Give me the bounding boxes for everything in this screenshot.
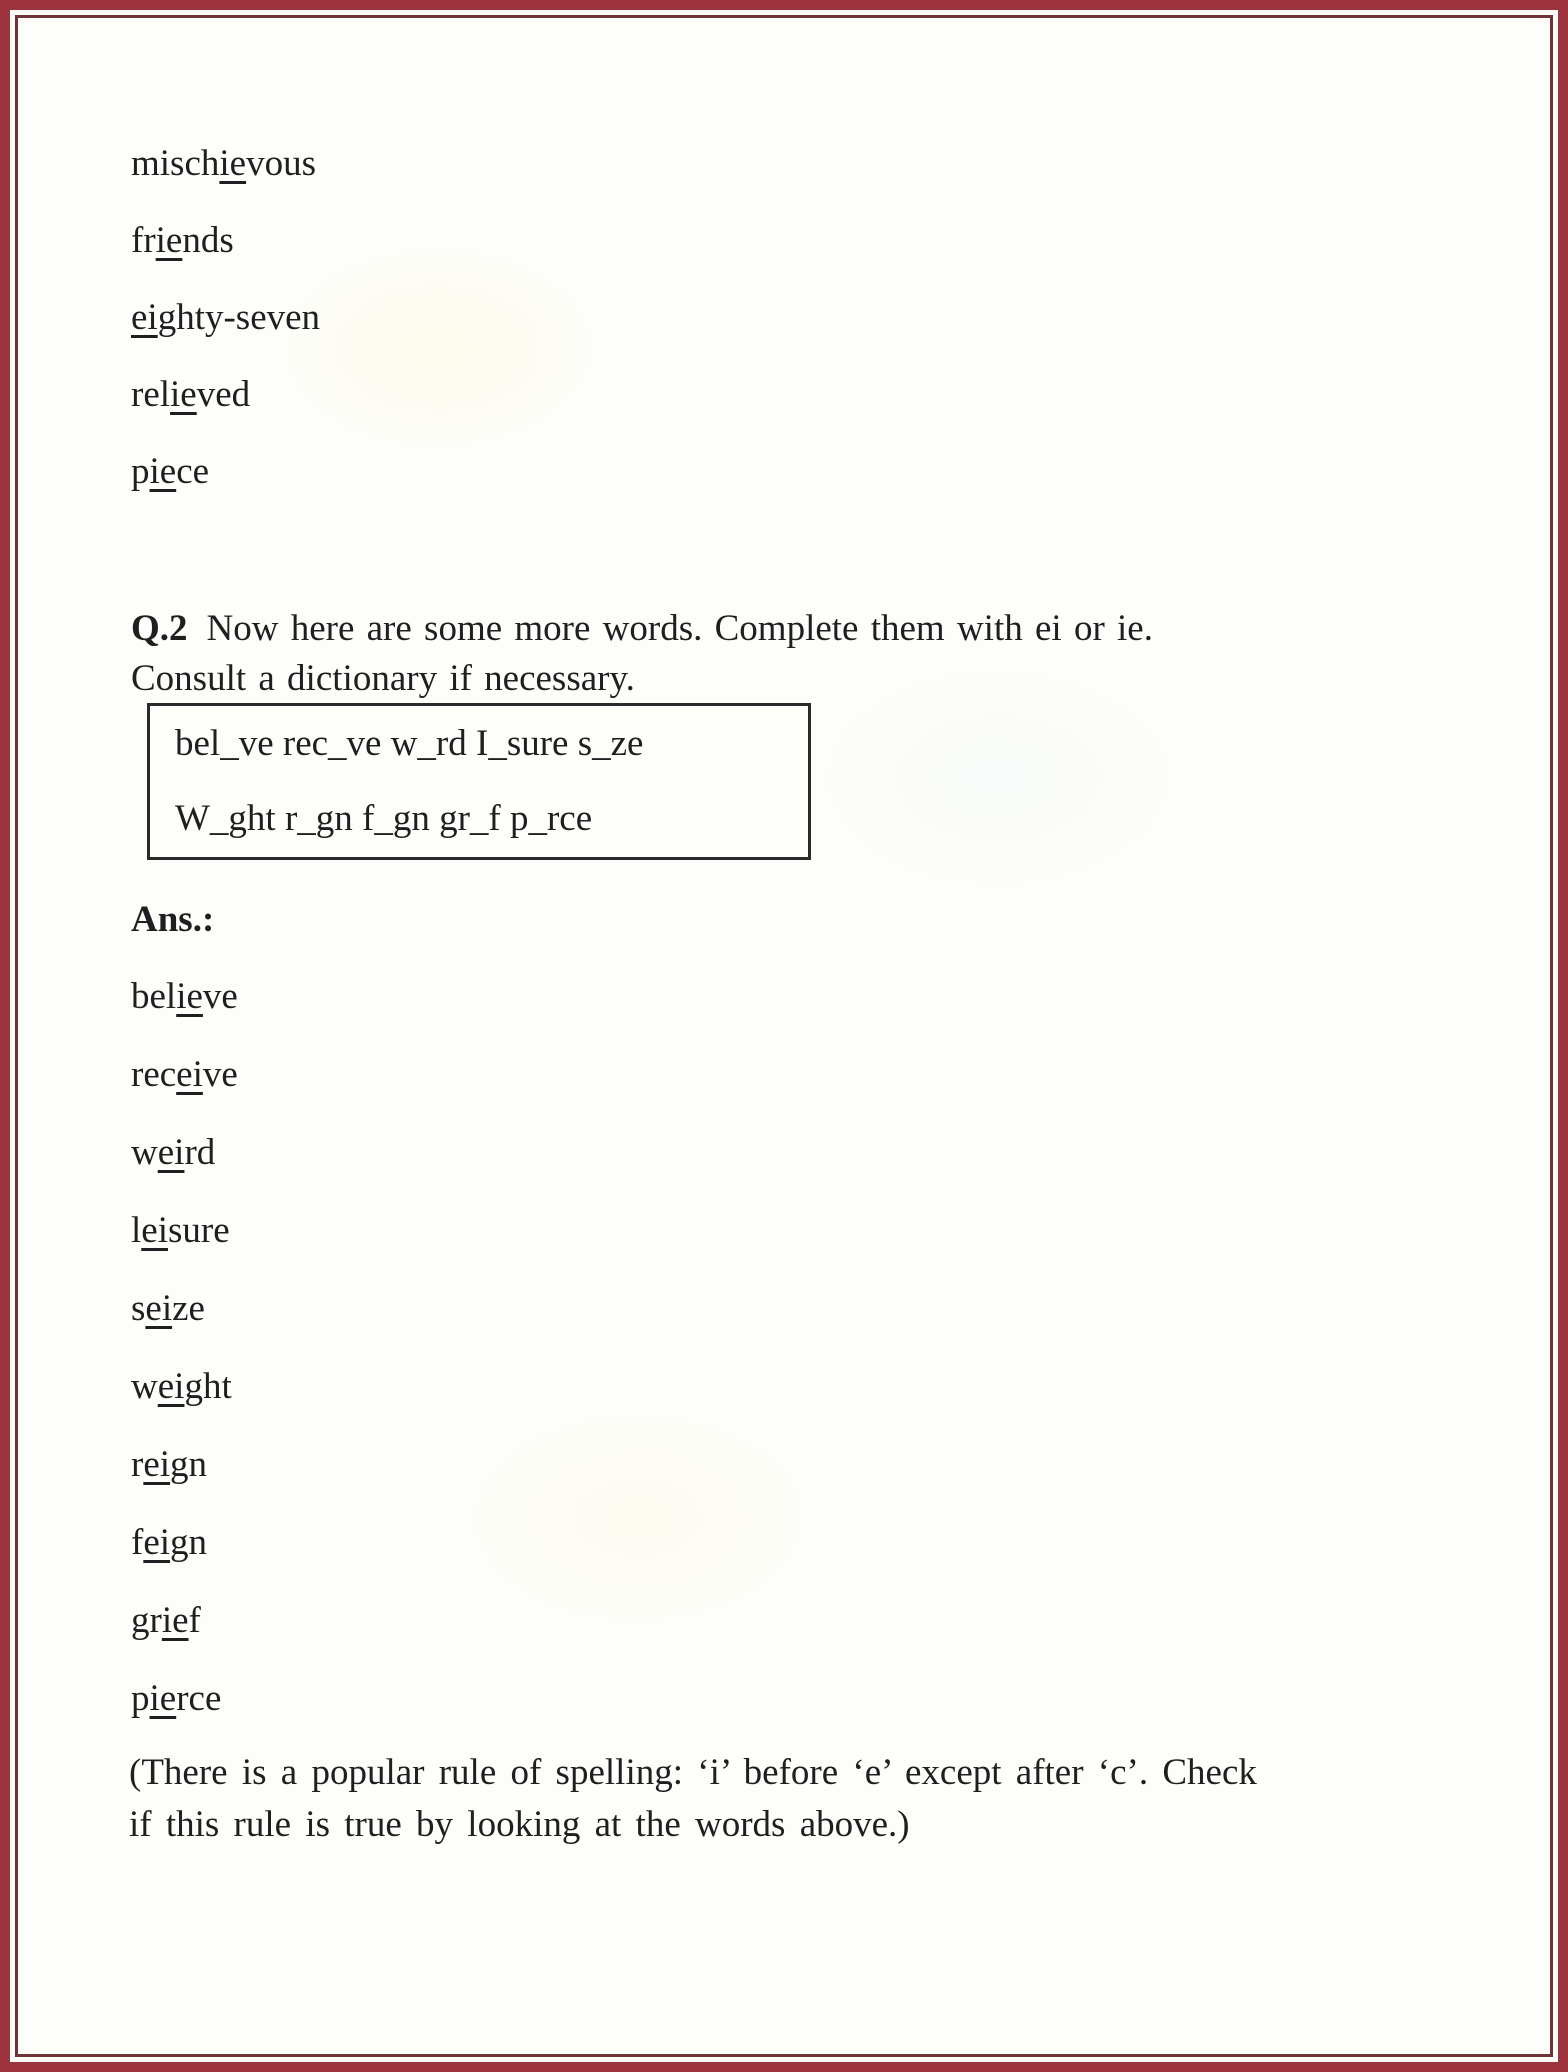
word-prefix: p — [131, 1678, 150, 1719]
word-prefix: misch — [131, 143, 220, 184]
word-item — [131, 1582, 238, 1660]
word-item — [131, 433, 320, 510]
word-prefix: r — [131, 1444, 144, 1485]
underlined-digraph: ie — [149, 1678, 177, 1719]
underlined-digraph: ie — [161, 1600, 189, 1641]
note-line-1: (There is a popular rule of spelling: ‘i’ before ‘e’ except after ‘c’. Check — [129, 1752, 1257, 1793]
word-suffix: rce — [176, 1678, 222, 1719]
word-prefix: fr — [131, 220, 156, 261]
intro-word-list — [131, 125, 320, 510]
underlined-digraph: ei — [157, 1132, 185, 1173]
underlined-digraph: ei — [141, 1210, 168, 1251]
underlined-digraph: ei — [143, 1444, 171, 1485]
underlined-digraph: ie — [176, 976, 203, 1017]
word-suffix: rd — [184, 1132, 216, 1173]
word-item — [131, 356, 320, 433]
underlined-digraph: ei — [176, 1054, 203, 1095]
word-item — [131, 1270, 238, 1348]
word-suffix: ce — [176, 451, 210, 492]
word-prefix: bel — [131, 976, 177, 1017]
word-box — [147, 703, 811, 860]
word-item — [131, 1348, 238, 1426]
word-suffix: gn — [170, 1522, 208, 1563]
word-item — [131, 1114, 238, 1192]
word-item — [131, 1660, 238, 1738]
answer-word-list — [131, 958, 238, 1738]
word-item — [131, 1036, 238, 1114]
question-text-line-1: Now here are some more words. Complete them with ei or ie. — [206, 608, 1153, 649]
word-suffix: ve — [202, 976, 238, 1017]
word-item — [131, 202, 320, 279]
word-prefix: w — [131, 1366, 158, 1407]
word-suffix: sure — [167, 1210, 230, 1251]
word-box-line-2: W_ght r_gn f_gn gr_f p_rce — [175, 798, 593, 839]
word-prefix: rec — [131, 1054, 177, 1095]
underlined-digraph: ei — [143, 1522, 171, 1563]
word-item — [131, 125, 320, 202]
word-suffix: ve — [202, 1054, 238, 1095]
word-suffix: ght — [184, 1366, 232, 1407]
word-suffix: vous — [246, 143, 316, 184]
question-number: Q.2 — [131, 608, 188, 649]
word-suffix: ghty-seven — [157, 297, 321, 338]
underlined-digraph: ie — [155, 220, 183, 261]
underlined-digraph: ei — [131, 297, 158, 338]
word-item — [131, 1192, 238, 1270]
word-suffix: gn — [170, 1444, 208, 1485]
underlined-digraph: ie — [219, 143, 247, 184]
word-prefix: w — [131, 1132, 158, 1173]
question-q2 — [131, 604, 1153, 704]
word-item — [131, 958, 238, 1036]
word-suffix: nds — [182, 220, 234, 261]
underlined-digraph: ei — [145, 1288, 173, 1329]
word-item — [131, 1504, 238, 1582]
word-suffix: f — [188, 1600, 201, 1641]
word-prefix: l — [131, 1210, 142, 1251]
underlined-digraph: ie — [149, 451, 177, 492]
word-suffix: ze — [172, 1288, 205, 1329]
word-box-line-1: bel_ve rec_ve w_rd I_sure s_ze — [175, 723, 644, 764]
answer-label: Ans.: — [131, 899, 215, 940]
underlined-digraph: ei — [157, 1366, 185, 1407]
word-prefix: p — [131, 451, 150, 492]
word-suffix: ved — [196, 374, 251, 415]
note — [129, 1747, 1257, 1851]
word-item — [131, 279, 320, 356]
underlined-digraph: ie — [170, 374, 197, 415]
word-prefix: rel — [131, 374, 171, 415]
word-prefix: s — [131, 1288, 146, 1329]
question-line-1 — [131, 604, 1153, 654]
question-text-line-2: Consult a dictionary if necessary. — [131, 658, 635, 699]
word-prefix: f — [131, 1522, 144, 1563]
note-line-2: if this rule is true by looking at the words above.) — [129, 1804, 910, 1845]
word-item — [131, 1426, 238, 1504]
word-prefix: gr — [131, 1600, 162, 1641]
